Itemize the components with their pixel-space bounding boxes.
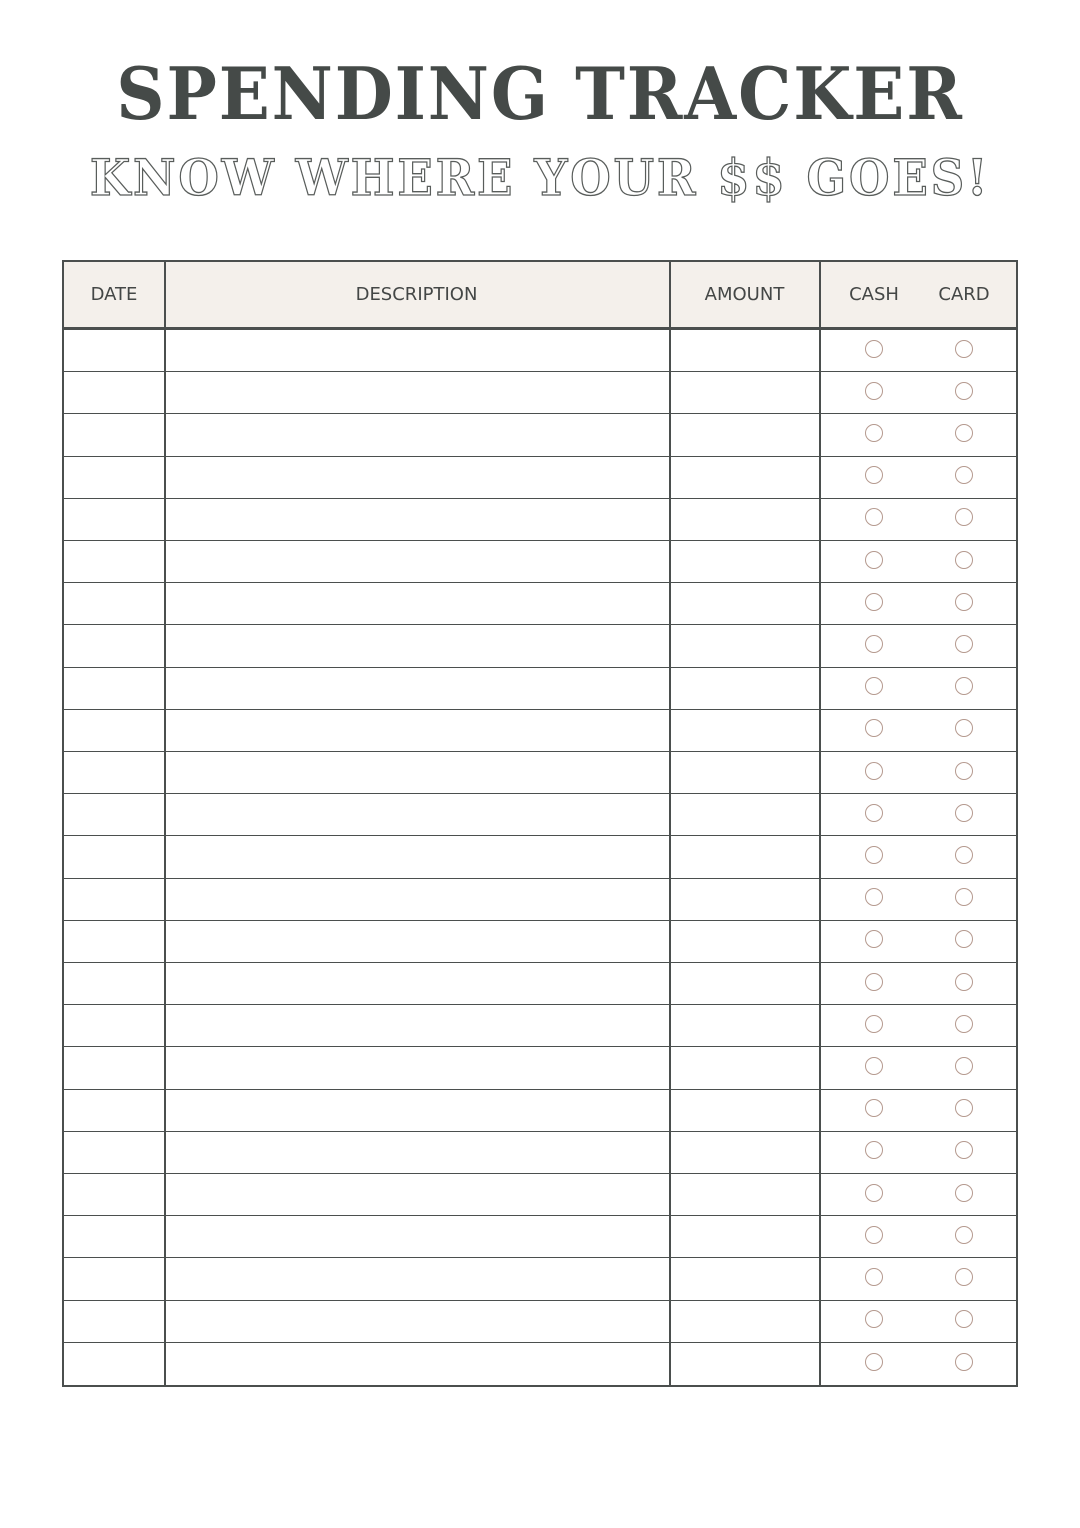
card-radio[interactable] [955, 466, 973, 484]
amount-cell[interactable] [669, 1005, 819, 1046]
column-header-date: DATE [90, 284, 138, 305]
amount-cell[interactable] [669, 1343, 819, 1385]
description-cell[interactable] [164, 1258, 669, 1299]
spending-table [62, 260, 1018, 1387]
description-cell[interactable] [164, 457, 669, 498]
description-cell[interactable] [164, 1216, 669, 1257]
column-header-card: CARD [938, 284, 990, 305]
date-cell[interactable] [64, 499, 164, 540]
table-row [64, 583, 1016, 625]
table-row [64, 794, 1016, 836]
description-cell[interactable] [164, 1174, 669, 1215]
date-cell[interactable] [64, 372, 164, 413]
date-cell[interactable] [64, 794, 164, 835]
amount-cell[interactable] [669, 1047, 819, 1088]
card-radio[interactable] [955, 508, 973, 526]
date-cell[interactable] [64, 1005, 164, 1046]
table-row [64, 499, 1016, 541]
cash-radio[interactable] [865, 551, 883, 569]
description-cell[interactable] [164, 1132, 669, 1173]
card-radio[interactable] [955, 1226, 973, 1244]
column-divider [669, 262, 671, 1385]
date-cell[interactable] [64, 1343, 164, 1385]
table-row [64, 1174, 1016, 1216]
column-header-amount: AMOUNT [704, 284, 785, 305]
date-cell[interactable] [64, 879, 164, 920]
table-row [64, 1301, 1016, 1343]
card-radio[interactable] [955, 1015, 973, 1033]
card-radio[interactable] [955, 551, 973, 569]
table-row [64, 1047, 1016, 1089]
card-radio[interactable] [955, 1353, 973, 1371]
amount-cell[interactable] [669, 583, 819, 624]
card-radio[interactable] [955, 930, 973, 948]
date-cell[interactable] [64, 541, 164, 582]
card-radio[interactable] [955, 846, 973, 864]
amount-cell[interactable] [669, 1090, 819, 1131]
table-row [64, 752, 1016, 794]
amount-cell[interactable] [669, 921, 819, 962]
description-cell[interactable] [164, 794, 669, 835]
date-cell[interactable] [64, 710, 164, 751]
column-header-description: DESCRIPTION [355, 284, 478, 305]
cash-radio[interactable] [865, 973, 883, 991]
cash-radio[interactable] [865, 1099, 883, 1117]
table-row [64, 330, 1016, 372]
cash-radio[interactable] [865, 1057, 883, 1075]
date-cell[interactable] [64, 1132, 164, 1173]
amount-cell[interactable] [669, 879, 819, 920]
amount-cell[interactable] [669, 1174, 819, 1215]
cash-radio[interactable] [865, 1353, 883, 1371]
cash-radio[interactable] [865, 1226, 883, 1244]
description-cell[interactable] [164, 330, 669, 371]
table-row [64, 1132, 1016, 1174]
card-radio[interactable] [955, 340, 973, 358]
card-radio[interactable] [955, 1057, 973, 1075]
cash-radio[interactable] [865, 888, 883, 906]
cash-radio[interactable] [865, 1310, 883, 1328]
amount-cell[interactable] [669, 414, 819, 455]
amount-cell[interactable] [669, 499, 819, 540]
date-cell[interactable] [64, 1216, 164, 1257]
card-radio[interactable] [955, 719, 973, 737]
card-radio[interactable] [955, 1268, 973, 1286]
cash-radio[interactable] [865, 340, 883, 358]
cash-radio[interactable] [865, 382, 883, 400]
table-row [64, 625, 1016, 667]
cash-radio[interactable] [865, 804, 883, 822]
description-cell[interactable] [164, 1343, 669, 1385]
cash-radio[interactable] [865, 762, 883, 780]
table-header [64, 262, 1016, 330]
page-subtitle: KNOW WHERE YOUR $$ GOES! [89, 148, 991, 207]
description-cell[interactable] [164, 583, 669, 624]
description-cell[interactable] [164, 372, 669, 413]
table-row [64, 1090, 1016, 1132]
card-radio[interactable] [955, 635, 973, 653]
description-cell[interactable] [164, 499, 669, 540]
date-cell[interactable] [64, 836, 164, 877]
description-cell[interactable] [164, 752, 669, 793]
description-cell[interactable] [164, 414, 669, 455]
amount-cell[interactable] [669, 752, 819, 793]
amount-cell[interactable] [669, 372, 819, 413]
amount-cell[interactable] [669, 710, 819, 751]
date-cell[interactable] [64, 1258, 164, 1299]
card-radio[interactable] [955, 804, 973, 822]
amount-cell[interactable] [669, 836, 819, 877]
column-divider [164, 262, 166, 1385]
cash-radio[interactable] [865, 846, 883, 864]
cash-radio[interactable] [865, 1015, 883, 1033]
description-cell[interactable] [164, 879, 669, 920]
date-cell[interactable] [64, 583, 164, 624]
table-row [64, 457, 1016, 499]
table-row [64, 879, 1016, 921]
description-cell[interactable] [164, 541, 669, 582]
description-cell[interactable] [164, 710, 669, 751]
column-divider [819, 262, 821, 1385]
description-cell[interactable] [164, 668, 669, 709]
card-radio[interactable] [955, 888, 973, 906]
table-row [64, 1258, 1016, 1300]
table-row [64, 668, 1016, 710]
description-cell[interactable] [164, 963, 669, 1004]
date-cell[interactable] [64, 1047, 164, 1088]
table-row [64, 541, 1016, 583]
card-radio[interactable] [955, 973, 973, 991]
cash-radio[interactable] [865, 930, 883, 948]
table-row [64, 372, 1016, 414]
amount-cell[interactable] [669, 457, 819, 498]
date-cell[interactable] [64, 1301, 164, 1342]
card-radio[interactable] [955, 593, 973, 611]
amount-cell[interactable] [669, 794, 819, 835]
description-cell[interactable] [164, 1047, 669, 1088]
table-row [64, 1005, 1016, 1047]
page-title: SPENDING TRACKER [116, 51, 964, 136]
table-row [64, 1216, 1016, 1258]
amount-cell[interactable] [669, 1132, 819, 1173]
table-row [64, 710, 1016, 752]
card-radio[interactable] [955, 1141, 973, 1159]
table-row [64, 1343, 1016, 1385]
description-cell[interactable] [164, 1301, 669, 1342]
cash-radio[interactable] [865, 508, 883, 526]
card-radio[interactable] [955, 762, 973, 780]
date-cell[interactable] [64, 1090, 164, 1131]
cash-radio[interactable] [865, 424, 883, 442]
description-cell[interactable] [164, 836, 669, 877]
cash-radio[interactable] [865, 635, 883, 653]
amount-cell[interactable] [669, 1301, 819, 1342]
date-cell[interactable] [64, 963, 164, 1004]
amount-cell[interactable] [669, 963, 819, 1004]
date-cell[interactable] [64, 668, 164, 709]
cash-radio[interactable] [865, 1184, 883, 1202]
amount-cell[interactable] [669, 625, 819, 666]
date-cell[interactable] [64, 752, 164, 793]
cash-radio[interactable] [865, 1268, 883, 1286]
amount-cell[interactable] [669, 1258, 819, 1299]
description-cell[interactable] [164, 1005, 669, 1046]
card-radio[interactable] [955, 677, 973, 695]
card-radio[interactable] [955, 1184, 973, 1202]
amount-cell[interactable] [669, 1216, 819, 1257]
cash-radio[interactable] [865, 719, 883, 737]
column-header-cash: CASH [849, 284, 899, 305]
cash-radio[interactable] [865, 1141, 883, 1159]
card-radio[interactable] [955, 1099, 973, 1117]
table-row [64, 921, 1016, 963]
table-body [64, 330, 1016, 1385]
date-cell[interactable] [64, 625, 164, 666]
cash-radio[interactable] [865, 677, 883, 695]
amount-cell[interactable] [669, 541, 819, 582]
amount-cell[interactable] [669, 330, 819, 371]
table-row [64, 836, 1016, 878]
card-radio[interactable] [955, 424, 973, 442]
card-radio[interactable] [955, 382, 973, 400]
cash-radio[interactable] [865, 466, 883, 484]
date-cell[interactable] [64, 414, 164, 455]
date-cell[interactable] [64, 1174, 164, 1215]
date-cell[interactable] [64, 330, 164, 371]
cash-radio[interactable] [865, 593, 883, 611]
table-row [64, 963, 1016, 1005]
date-cell[interactable] [64, 457, 164, 498]
amount-cell[interactable] [669, 668, 819, 709]
date-cell[interactable] [64, 921, 164, 962]
description-cell[interactable] [164, 625, 669, 666]
card-radio[interactable] [955, 1310, 973, 1328]
description-cell[interactable] [164, 1090, 669, 1131]
table-row [64, 414, 1016, 456]
description-cell[interactable] [164, 921, 669, 962]
